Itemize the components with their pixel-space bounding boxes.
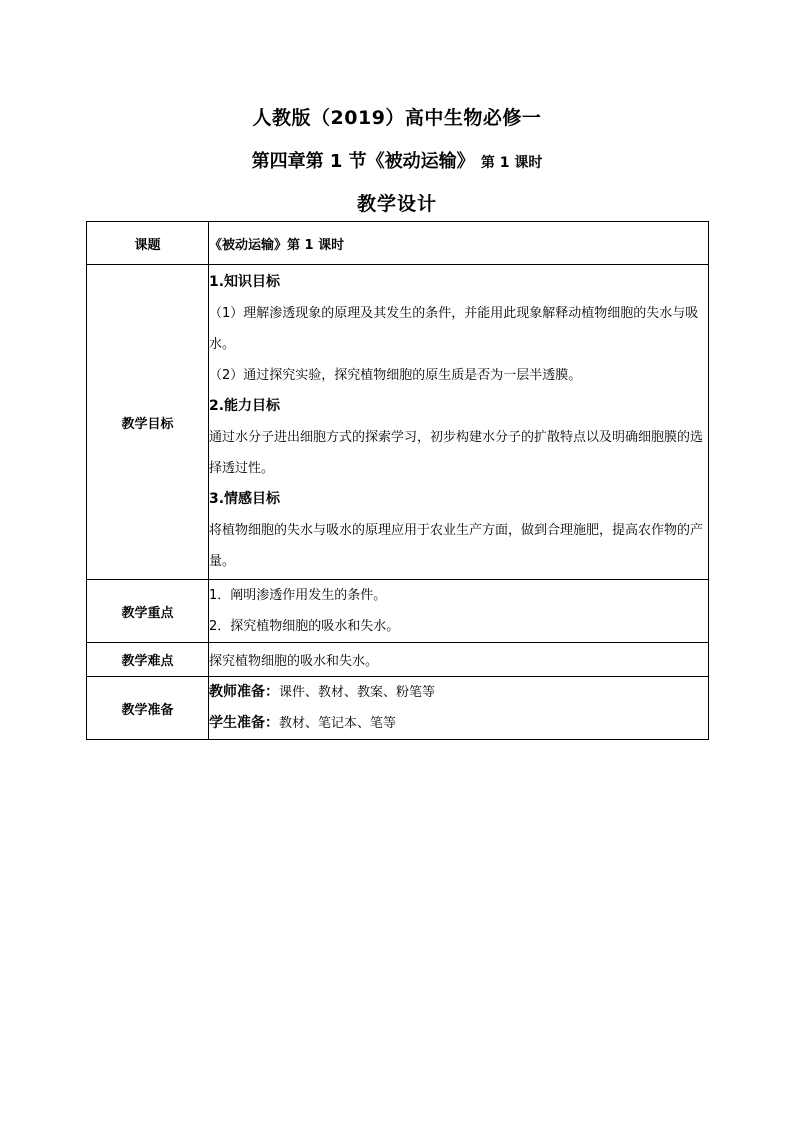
topic-value: 《被动运输》第 1 课时: [209, 222, 709, 265]
lesson-plan-table: [86, 221, 709, 740]
ability-goal-text: 通过水分子进出细胞方式的探索学习，初步构建水分子的扩散特点以及明确细胞膜的选择透过性。: [209, 430, 704, 476]
goals-label: 教学目标: [87, 265, 209, 580]
key-point-2: 2．探究植物细胞的吸水和失水。: [209, 619, 400, 634]
topic-label: 课题: [87, 222, 209, 265]
table-row-topic: [87, 222, 709, 265]
knowledge-goal-2: （2）通过探究实验，探究植物细胞的原生质是否为一层半透膜。: [209, 368, 582, 383]
table-row-preparation: [87, 677, 709, 740]
student-preparation-label: 学生准备：: [209, 715, 279, 731]
teacher-preparation: [209, 677, 708, 708]
lesson-title: [0, 147, 794, 173]
student-preparation: [209, 708, 708, 739]
difficulty-label: 教学难点: [87, 643, 209, 677]
table-row-difficulty: [87, 643, 709, 677]
teacher-preparation-value: 课件、教材、教案、粉笔等: [279, 685, 436, 700]
ability-goal-title: 2.能力目标: [209, 398, 281, 414]
teacher-preparation-label: 教师准备：: [209, 684, 279, 700]
course-title: 人教版（2019）高中生物必修一: [252, 107, 542, 129]
document-heading: 教学设计: [356, 193, 437, 215]
emotion-goal-title: 3.情感目标: [209, 491, 281, 507]
knowledge-goal-1: （1）理解渗透现象的原理及其发生的条件，并能用此现象解释动植物细胞的失水与吸水。: [209, 306, 699, 352]
emotion-goal-text: 将植物细胞的失水与吸水的原理应用于农业生产方面，做到合理施肥，提高农作物的产量。: [209, 523, 704, 569]
key-point-1: 1．阐明渗透作用发生的条件。: [209, 588, 387, 603]
preparation-label: 教学准备: [87, 677, 209, 740]
table-row-goals: [87, 265, 709, 580]
knowledge-goal-title: 1.知识目标: [209, 274, 281, 290]
lesson-period: 第 1 课时: [480, 155, 543, 171]
difficulty-value: 探究植物细胞的吸水和失水。: [209, 643, 709, 677]
table-row-key-points: [87, 580, 709, 643]
student-preparation-value: 教材、笔记本、笔等: [279, 716, 397, 731]
key-points-label: 教学重点: [87, 580, 209, 643]
lesson-title-main: 第四章第 1 节《被动运输》: [251, 151, 475, 172]
preparation-content: [209, 677, 709, 740]
goals-content: [209, 265, 709, 580]
key-points-content: [209, 580, 709, 643]
